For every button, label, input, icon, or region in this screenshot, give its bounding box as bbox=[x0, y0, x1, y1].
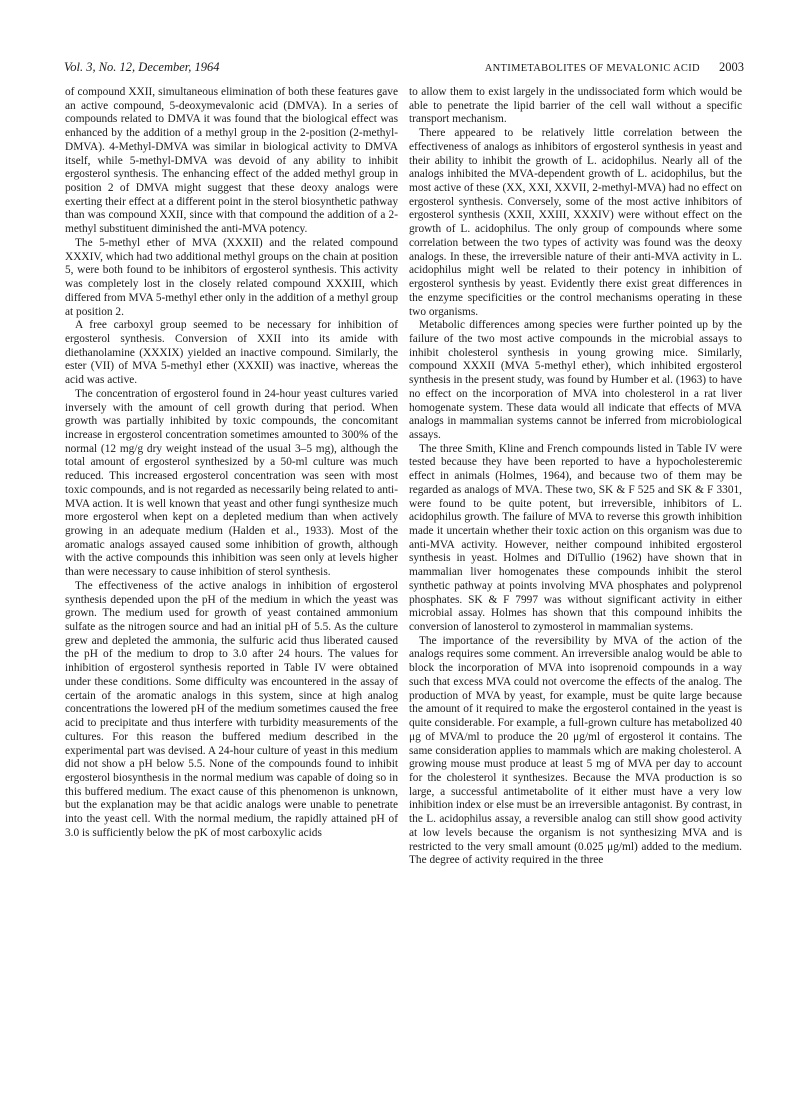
running-title: ANTIMETABOLITES OF MEVALONIC ACID bbox=[484, 63, 700, 74]
paragraph: The concentration of ergosterol found in 24-hour yeast cultures varied inversely with the amount of cell growth during that period. When growth was partially inhibited by toxic compounds, the concomitant increase in ergosterol concentration sometimes amounted to 300% of the normal (12 mg/g dry weight instead of the usual 3–5 mg), although the total amount of ergosterol synthesized by a 50-ml culture was much reduced. This increased ergosterol concentration was seen with most toxic compounds, and is not regarded as necessarily being related to anti-MVA action. It is well known that yeast and other fungi synthesize much more ergosterol when kept on a depleted medium than when actively growing in an adequate medium (Halden et al., 1933). Most of the aromatic analogs assayed caused some inhibition of growth, although with the active compounds this inhibition was seen only at levels higher than were necessary to cause inhibition of sterol synthesis. bbox=[65, 387, 398, 579]
paragraph: There appeared to be relatively little correlation between the effectiveness of analogs as inhibitors of ergosterol synthesis in yeast and their ability to inhibit the growth of L. acidophilus. Nearly all of the analogs inhibited the MVA-dependent growth of L. acidophilus, but the most active of these (XX, XXI, XXVII, 2-methyl-MVA) had no effect on ergosterol synthesis. Conversely, some of the most active inhibitors of ergosterol synthesis (XXII, XXIII, XXXIV) were without effect on the growth of L. acidophilus. The only group of compounds where some correlation between the two types of activity was found was the deoxy analogs. In these, the irreversible nature of their anti-MVA activity in L. acidophilus might well be related to their potency in inhibition of ergosterol synthesis by yeast. Evidently there exist great differences in the enzyme specificities or the control mechanisms operating in these two organisms. bbox=[409, 127, 742, 318]
paragraph: The importance of the reversibility by MVA of the action of the analogs requires some comment. An irreversible analog would be able to block the incorporation of MVA into isoprenoid compounds in a way such that excess MVA could not overcome the effects of the analog. The production of MVA by yeast, for example, must be quite large because the amount of it required to make the ergosterol contained in the yeast is quite considerable. For example, a full-grown culture has metabolized 40 μg of MVA/ml to produce the 20 μg/ml of ergosterol it contains. The same consideration applies to mammals which are making cholesterol. A growing mouse must produce at least 5 mg of MVA per day to account for the cholesterol it synthesizes. Because the MVA production is so large, a successful antimetabolite of it either must have a very low inhibition index or else must be an irreversible antagonist. By contrast, in the L. acidophilus assay, a reversible analog can still show good activity at low levels because the organism is not synthesizing MVA and is restricted to the very small amount (0.025 μg/ml) added to the medium. The degree of activity required in the three bbox=[409, 634, 742, 867]
paragraph: A free carboxyl group seemed to be necessary for inhibition of ergosterol synthesis. Conversion of XXII into its amide with diethanolamine (XXXIX) yielded an inactive compound. Similarly, the ester (VII) of MVA 5-methyl ether (XXXII) was inactive, whereas the acid was active. bbox=[65, 319, 398, 387]
paragraph: Metabolic differences among species were further pointed up by the failure of the two most active compounds in the microbial assays to inhibit cholesterol synthesis in young growing mice. Similarly, compound XXXII (MVA 5-methyl ether), which inhibited ergosterol synthesis in the present study, was found by Humber et al. (1963) to have no effect on the incorporation of MVA into cholesterol in a rat liver homogenate system. These data would all indicate that effects of MVA analogs in mammalian systems cannot be inferred from microbiological assays. bbox=[409, 319, 742, 441]
right-column bbox=[409, 86, 742, 868]
paragraph: of compound XXII, simultaneous elimination of both these features gave an active compound, 5-deoxymevalonic acid (DMVA). In a series of compounds related to DMVA it was found that the biological effect was enhanced by the addition of a methyl group in the 2-position (2-methyl-DMVA). 4-Methyl-DMVA was similar in biological activity to DMVA itself, while 5-methyl-DMVA was devoid of any ability to inhibit ergosterol synthesis. The enhancing effect of the added methyl group in position 2 of DMVA might suggest that these deoxy analogs were exerting their effect at a different point in the sterol biosynthetic pathway than was compound XXII, since with that compound the addition of a 2-methyl substituent diminished the anti-MVA potency. bbox=[65, 86, 398, 236]
page-number: 2003 bbox=[719, 60, 744, 74]
header-right bbox=[485, 60, 744, 75]
left-column bbox=[65, 86, 398, 841]
journal-citation: Vol. 3, No. 12, December, 1964 bbox=[64, 60, 220, 74]
paragraph: The three Smith, Kline and French compounds listed in Table IV were tested because they have been reported to have a hypocholesteremic effect in animals (Holmes, 1964), and because two of them may be regarded as analogs of MVA. These two, SK & F 525 and SK & F 3301, were found to be quite potent, but irreversible, inhibitors of L. acidophilus growth. The failure of MVA to reverse this growth inhibition made it uncertain whether their toxic action on this organism was due to anti-MVA activity. However, neither compound inhibited ergosterol synthesis in yeast. Holmes and DiTullio (1962) have shown that in mammalian liver homogenates these compounds inhibit the sterol synthetic pathway at points involving MVA phosphates and polyprenol phosphates. SK & F 7997 was without significant activity in either microbial assay. Holmes has shown that this compound inhibits the conversion of lanosterol to zymosterol in mammalian systems. bbox=[409, 442, 742, 634]
page-header bbox=[64, 60, 744, 80]
paragraph: The effectiveness of the active analogs in inhibition of ergosterol synthesis depended upon the pH of the medium in which the yeast was grown. The medium used for growth of yeast contained ammonium sulfate as the nitrogen source and had an initial pH of 5.5. As the culture grew and depleted the ammonia, the sulfuric acid thus liberated caused the pH of the medium to drop to 3.0 after 24 hours. The values for inhibition of ergosterol synthesis reported in Table IV were obtained under these conditions. Some difficulty was encountered in the assay of certain of the aromatic analogs in this system, since at high analog concentrations the lowered pH of the medium sometimes caused the free acid to precipitate and thus interfere with turbidity measurements of the cultures. For this reason the buffered medium described in the experimental part was devised. A 24-hour culture of yeast in this medium did not show a pH below 5.5. None of the compounds found to inhibit ergosterol biosynthesis in the normal medium was capable of doing so in this buffered medium. The exact cause of this phenomenon is unknown, but the explanation may be that acidic analogs were unable to penetrate into the yeast cell. With the normal medium, the rapidly attained pH of 3.0 is sufficiently below the pK of most carboxylic acids bbox=[65, 579, 398, 839]
paragraph: to allow them to exist largely in the undissociated form which would be able to penetrate the lipid barrier of the cell wall without a specific transport mechanism. bbox=[409, 86, 742, 126]
paragraph: The 5-methyl ether of MVA (XXXII) and the related compound XXXIV, which had two additional methyl groups on the chain at position 5, were both found to be inhibitors of ergosterol synthesis. This activity was completely lost in the closely related compound XXXIII, which differed from MVA 5-methyl ether only in the addition of a methyl group at position 2. bbox=[65, 236, 398, 318]
